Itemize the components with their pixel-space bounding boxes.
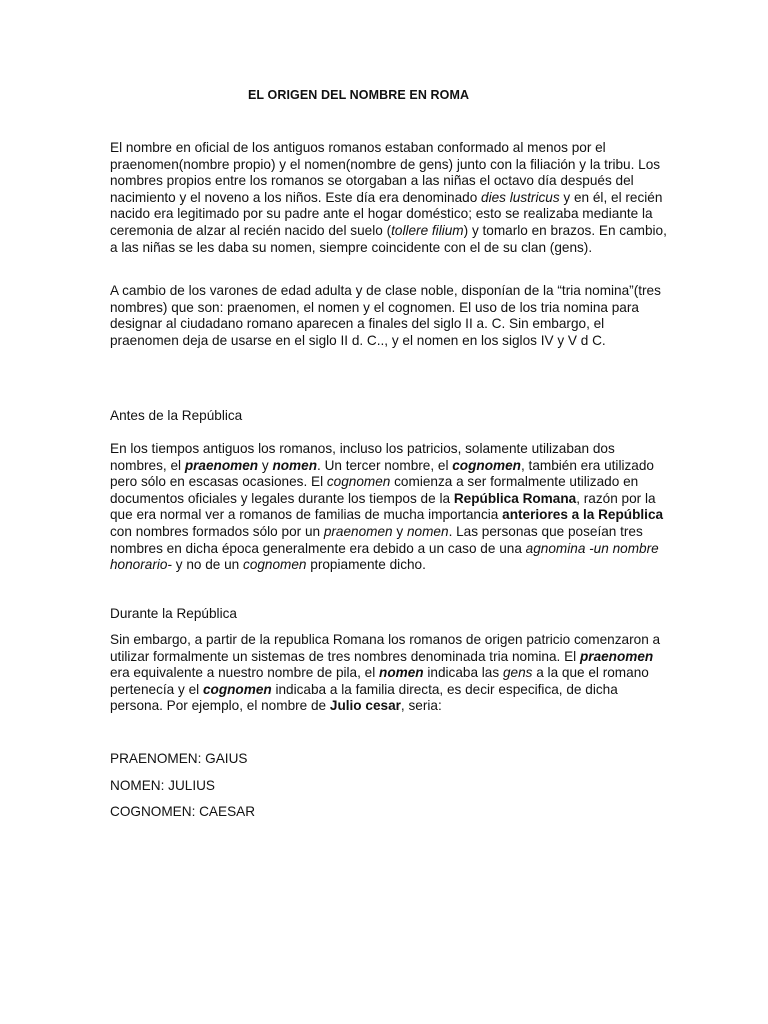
text-run: y en él, el recién nacido era legitimado por su padre ante el hogar doméstico; esto se realizaba mediante la ceremonia de alzar al recién nacido del suelo (	[110, 189, 663, 238]
text-run: , razón por la que era normal ver a romanos de familias de mucha importancia	[110, 490, 656, 523]
text-run: . Las personas que poseían tres nombres en dicha época generalmente era debido a un caso de una	[110, 523, 643, 556]
paragraph-tria-nomina: A cambio de los varones de edad adulta y de clase noble, disponían de la “tria nomina”(tres nombres) que son: praenomen, el nomen y el cognomen. El uso de los tria nomina para designar al ciudadano romano aparecen a finales del siglo II a. C. Sin embargo, el praenomen deja de usarse en el siglo II d. C.., y el nomen en los siglos IV y V d C.	[110, 283, 661, 348]
bold-italic-term: nomen	[379, 665, 424, 681]
paragraph-before-republic	[110, 441, 670, 574]
bold-term: Julio cesar	[329, 698, 401, 714]
text-run: indicaba las	[423, 665, 503, 681]
text-run: En los tiempos antiguos los romanos, incluso los patricios, solamente utilizaban dos nombres, el	[110, 441, 615, 473]
text-run: y	[258, 457, 273, 473]
text-run: con nombres formados sólo por un	[110, 523, 324, 539]
bold-term: República Romana	[453, 490, 577, 506]
paragraph-origin	[110, 140, 670, 256]
text-run: y	[392, 523, 407, 539]
italic-term: tollere filium	[391, 222, 464, 238]
italic-term: cognomen	[243, 557, 307, 573]
document-title: EL ORIGEN DEL NOMBRE EN ROMA	[248, 88, 470, 102]
italic-term: cognomen	[326, 474, 391, 490]
name-line-nomen: NOMEN: JULIUS	[110, 778, 215, 793]
text-run: El nombre en oficial de los antiguos romanos estaban conformado al menos por el praenomen(nombre propio) y el nomen(nombre de gens) junto con la filiación y la tribu. Los nombres propios entre los romanos se otorgaban a las niñas el octavo día después del nacimiento y el noveno a los niños. Este día era denominado	[110, 140, 661, 205]
text-run: , seria:	[400, 698, 442, 714]
paragraph-during-republic	[110, 632, 670, 715]
text-run: . Un tercer nombre, el	[317, 457, 453, 473]
bold-italic-term: nomen	[272, 457, 318, 473]
text-run: Sin embargo, a partir de la republica Romana los romanos de origen patricio comenzaron a utilizar formalmente un sistemas de tres nombres denominada tria nomina. El	[110, 632, 661, 664]
bold-italic-term: praenomen	[579, 648, 654, 664]
bold-italic-term: cognomen	[452, 457, 521, 473]
text-run: , también era utilizado pero sólo en escasas ocasiones. El	[110, 457, 654, 490]
text-run: propiamente dicho.	[306, 557, 426, 573]
italic-term: agnomina -un nombre honorario-	[110, 540, 659, 573]
text-run: a la que el romano pertenecía y el	[110, 665, 649, 697]
section-heading-before-republic: Antes de la República	[110, 408, 243, 423]
text-run: comienza a ser formalmente utilizado en documentos oficiales y legales durante los tiempos de la	[110, 474, 639, 506]
italic-term: praenomen	[323, 523, 393, 539]
name-line-praenomen: PRAENOMEN: GAIUS	[110, 751, 248, 766]
text-run: indicaba a la familia directa, es decir especifica, de dicha persona. Por ejemplo, el nombre de	[110, 681, 618, 714]
text-run: y no de un	[171, 557, 244, 573]
bold-term: anteriores a la República	[502, 507, 664, 523]
italic-term: nomen	[406, 523, 449, 539]
text-run: era equivalente a nuestro nombre de pila, el	[110, 665, 380, 681]
text-run: ) y tomarlo en brazos. En cambio, a las niñas se les daba su nomen, siempre coincidente con el de su clan (gens).	[110, 222, 667, 255]
bold-italic-term: cognomen	[202, 681, 272, 697]
section-heading-during-republic: Durante la República	[110, 606, 237, 621]
bold-italic-term: praenomen	[184, 457, 259, 473]
italic-term: gens	[502, 665, 533, 681]
italic-term: dies lustricus	[481, 189, 560, 205]
name-line-cognomen: COGNOMEN: CAESAR	[110, 804, 256, 819]
